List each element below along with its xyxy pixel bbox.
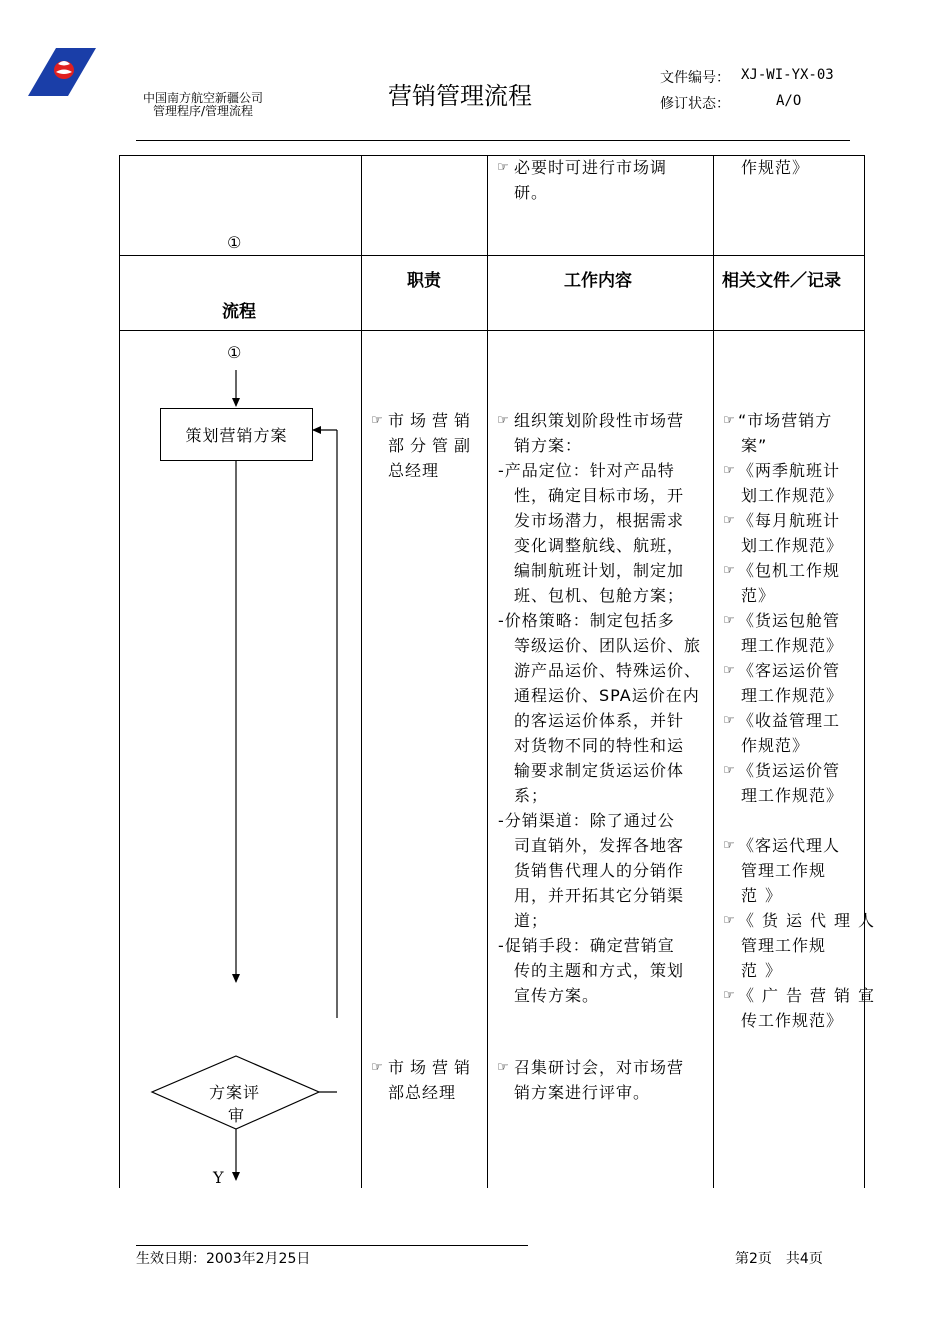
- page-number: 第2页 共4页: [735, 1251, 823, 1267]
- doc-line: 《包机工作规: [738, 561, 841, 580]
- work-line: 用，并开拓其它分销渠: [514, 886, 685, 905]
- work-line: 司直销外，发挥各地客: [514, 836, 685, 855]
- header-docs: 相关文件／记录: [722, 271, 841, 291]
- work-line: -促销手段：确定营销宣: [498, 936, 675, 955]
- doc-line: 作规范》: [741, 736, 810, 755]
- revision-label: 修订状态：: [660, 96, 730, 112]
- doc-line: 《每月航班计: [738, 511, 841, 530]
- table-column-divider: [487, 155, 488, 1188]
- doc-line: 范》: [741, 886, 790, 905]
- work-line: 等级运价、团队运价、旅: [514, 636, 702, 655]
- doc-line: 范》: [741, 586, 776, 605]
- work-line: 货销售代理人的分销作: [514, 861, 685, 880]
- doc-line: 《货运包舱管: [738, 611, 841, 630]
- bullet-icon: ☞: [371, 1060, 383, 1075]
- doc-line: 管理工作规: [741, 861, 827, 880]
- header-flow: 流程: [222, 302, 256, 322]
- header-divider: [136, 140, 850, 141]
- bullet-icon: ☞: [723, 713, 735, 728]
- bullet-icon: ☞: [497, 1060, 509, 1075]
- airline-logo-icon: [28, 48, 96, 96]
- doc-line: “市场营销方: [738, 411, 833, 430]
- yes-label: Y: [213, 1168, 225, 1187]
- table-divider: [119, 255, 865, 256]
- work-line: 销方案进行评审。: [514, 1083, 651, 1102]
- table-border-right: [864, 155, 865, 1188]
- bullet-icon: ☞: [723, 613, 735, 628]
- page-title: 营销管理流程: [388, 82, 532, 110]
- company-name: 中国南方航空新疆公司: [142, 91, 263, 105]
- work-line: 销方案：: [514, 436, 583, 455]
- bullet-icon: ☞: [723, 663, 735, 678]
- bullet-icon: ☞: [723, 988, 735, 1003]
- doc-line: 划工作规范》: [741, 536, 844, 555]
- doc-number-value: XJ-WI-YX-03: [741, 67, 834, 83]
- work-line: 的客运运价体系，并针: [514, 711, 685, 730]
- bullet-icon: ☞: [723, 463, 735, 478]
- duty-line: 部分管副: [388, 436, 477, 455]
- doc-line: 《广告营销宣: [738, 986, 883, 1005]
- doc-line: 案”: [741, 436, 768, 455]
- work-line: 道；: [514, 911, 549, 930]
- revision-value: A/O: [776, 93, 802, 109]
- doc-number-label: 文件编号：: [660, 70, 730, 86]
- work-line: -产品定位：针对产品特: [498, 461, 675, 480]
- header-subtitle: 管理程序/管理流程: [152, 104, 254, 118]
- header-work: 工作内容: [564, 271, 632, 291]
- doc-line: 《客运代理人: [738, 836, 841, 855]
- doc-line: 作规范》: [741, 158, 810, 177]
- doc-line: 理工作规范》: [741, 636, 844, 655]
- work-line: 传的主题和方式，策划: [514, 961, 685, 980]
- flow-step-plan-marketing: 策划营销方案: [160, 408, 313, 461]
- work-line: -价格策略：制定包括多: [498, 611, 675, 630]
- work-line: 召集研讨会，对市场营: [514, 1058, 685, 1077]
- work-line: 编制航班计划，制定加: [514, 561, 685, 580]
- doc-line: 《两季航班计: [738, 461, 841, 480]
- connector-1-bottom: ①: [227, 233, 243, 252]
- effective-date: 生效日期：2003年2月25日: [136, 1251, 311, 1267]
- work-line: 输要求制定货运运价体: [514, 761, 685, 780]
- bullet-icon: ☞: [723, 413, 735, 428]
- work-line: 必要时可进行市场调: [514, 158, 668, 177]
- duty-line: 市场营销: [388, 411, 477, 430]
- table-column-divider: [713, 155, 714, 1188]
- work-line: -分销渠道：除了通过公: [498, 811, 675, 830]
- doc-line: 《客运运价管: [738, 661, 841, 680]
- bullet-icon: ☞: [723, 563, 735, 578]
- duty-line: 总经理: [388, 461, 440, 480]
- doc-line: 范》: [741, 961, 790, 980]
- bullet-icon: ☞: [371, 413, 383, 428]
- work-line: 发市场潜力，根据需求: [514, 511, 685, 530]
- duty-line: 市场营销: [388, 1058, 477, 1077]
- bullet-icon: ☞: [723, 838, 735, 853]
- bullet-icon: ☞: [723, 513, 735, 528]
- doc-line: 《收益管理工: [738, 711, 841, 730]
- work-line: 游产品运价、特殊运价、: [514, 661, 702, 680]
- duty-line: 部总经理: [388, 1083, 457, 1102]
- doc-line: 《货运运价管: [738, 761, 841, 780]
- doc-line: 《货运代理人: [738, 911, 883, 930]
- work-line: 通程运价、SPA运价在内: [514, 686, 700, 705]
- doc-line: 理工作规范》: [741, 786, 844, 805]
- work-line: 系；: [514, 786, 549, 805]
- doc-line: 传工作规范》: [741, 1011, 844, 1030]
- footer-divider: [136, 1245, 528, 1246]
- table-column-divider: [361, 155, 362, 1188]
- flow-step-review-line2: 审: [228, 1106, 246, 1125]
- work-line: 变化调整航线、航班，: [514, 536, 685, 555]
- doc-line: 理工作规范》: [741, 686, 844, 705]
- work-line: 宣传方案。: [514, 986, 600, 1005]
- work-line: 研。: [514, 183, 549, 202]
- bullet-icon: ☞: [497, 160, 509, 175]
- work-line: 班、包机、包舱方案；: [514, 586, 685, 605]
- doc-line: 划工作规范》: [741, 486, 844, 505]
- work-line: 对货物不同的特性和运: [514, 736, 685, 755]
- connector-1-top: ①: [227, 343, 243, 362]
- bullet-icon: ☞: [723, 913, 735, 928]
- header-duty: 职责: [407, 271, 441, 291]
- bullet-icon: ☞: [497, 413, 509, 428]
- work-line: 组织策划阶段性市场营: [514, 411, 685, 430]
- work-line: 性，确定目标市场，开: [514, 486, 685, 505]
- doc-line: 管理工作规: [741, 936, 827, 955]
- bullet-icon: ☞: [723, 763, 735, 778]
- flow-step-review-line1: 方案评: [209, 1083, 261, 1102]
